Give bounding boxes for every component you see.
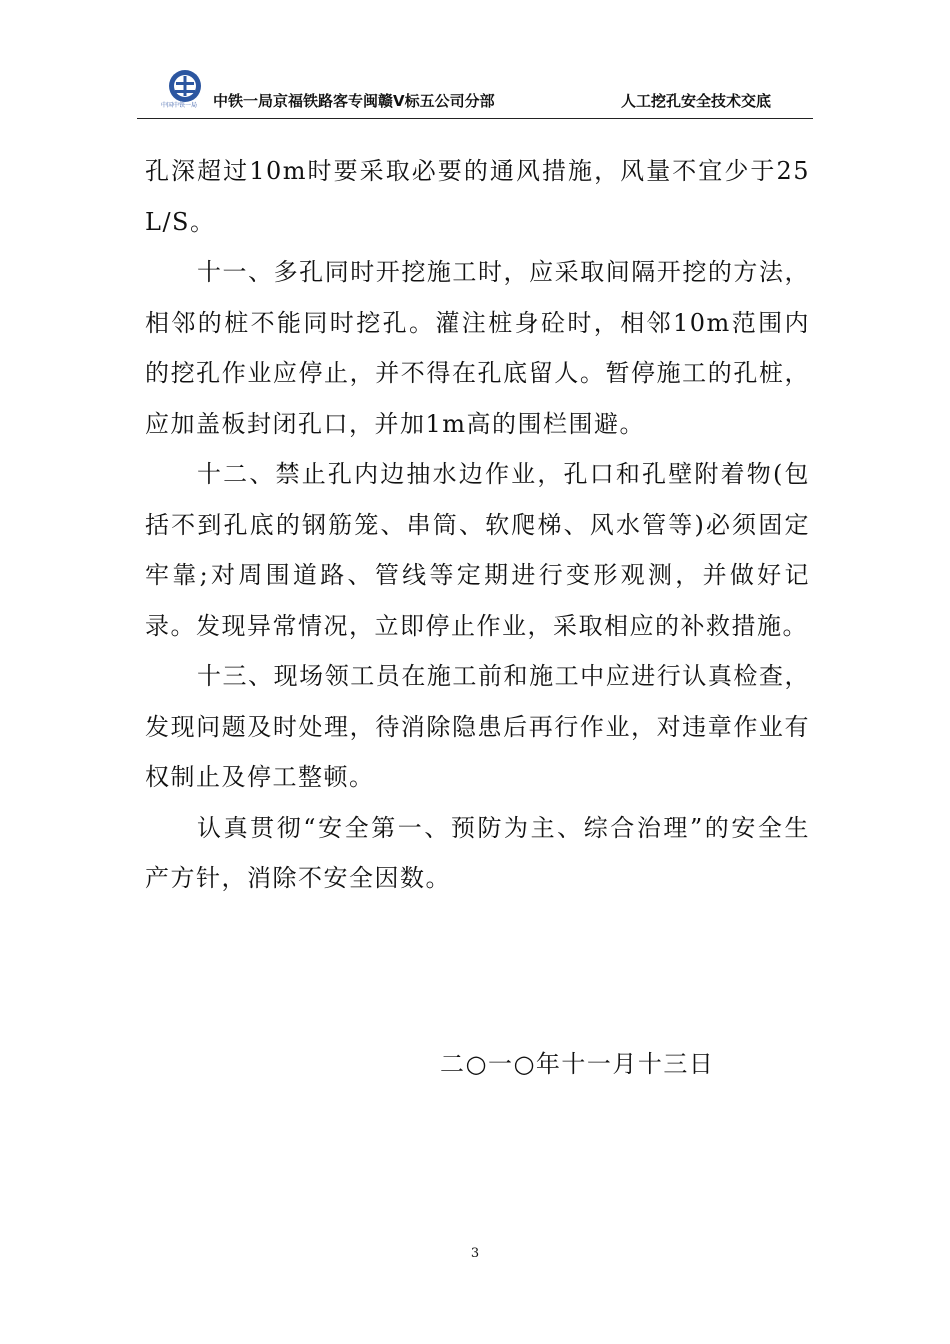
page-number: 3: [470, 1246, 480, 1261]
paragraph-item-12: 十二、禁止孔内边抽水边作业，孔口和孔壁附着物(包括不到孔底的钢筋笼、串筒、软爬梯、风水管等)必须固定牢靠;对周围道路、管线等定期进行变形观测，并做好记录。发现异常情况，立即停止作业，采取相应的补救措施。: [145, 460, 810, 640]
signature-date: 二○一○年十一月十三日: [440, 1050, 715, 1078]
paragraph-item-11: 十一、多孔同时开挖施工时，应采取间隔开挖的方法，相邻的桩不能同时挖孔。灌注桩身砼时，相邻10m范围内的挖孔作业应停止，并不得在孔底留人。暂停施工的孔桩，应加盖板封闭孔口，并加1m高的围栏围避。: [145, 258, 810, 438]
company-logo-icon: [167, 68, 203, 104]
header-rule: [137, 118, 813, 119]
page-header: [137, 66, 813, 118]
paragraph-closing: 认真贯彻“安全第一、预防为主、综合治理”的安全生产方针，消除不安全因数。: [145, 813, 810, 892]
logo-caption: 中国中铁一局: [161, 102, 198, 109]
document-body: [145, 146, 810, 904]
paragraph-item-13: 十三、现场领工员在施工前和施工中应进行认真检查，发现问题及时处理，待消除隐患后再行作业，对违章作业有权制止及停工整顿。: [145, 662, 810, 791]
organization-name: 中铁一局京福铁路客专闽赣Ⅴ标五公司分部: [213, 92, 495, 110]
document-title: 人工挖孔安全技术交底: [620, 92, 771, 110]
paragraph-continued: 孔深超过10m时要采取必要的通风措施，风量不宜少于25L/S。: [145, 157, 810, 236]
